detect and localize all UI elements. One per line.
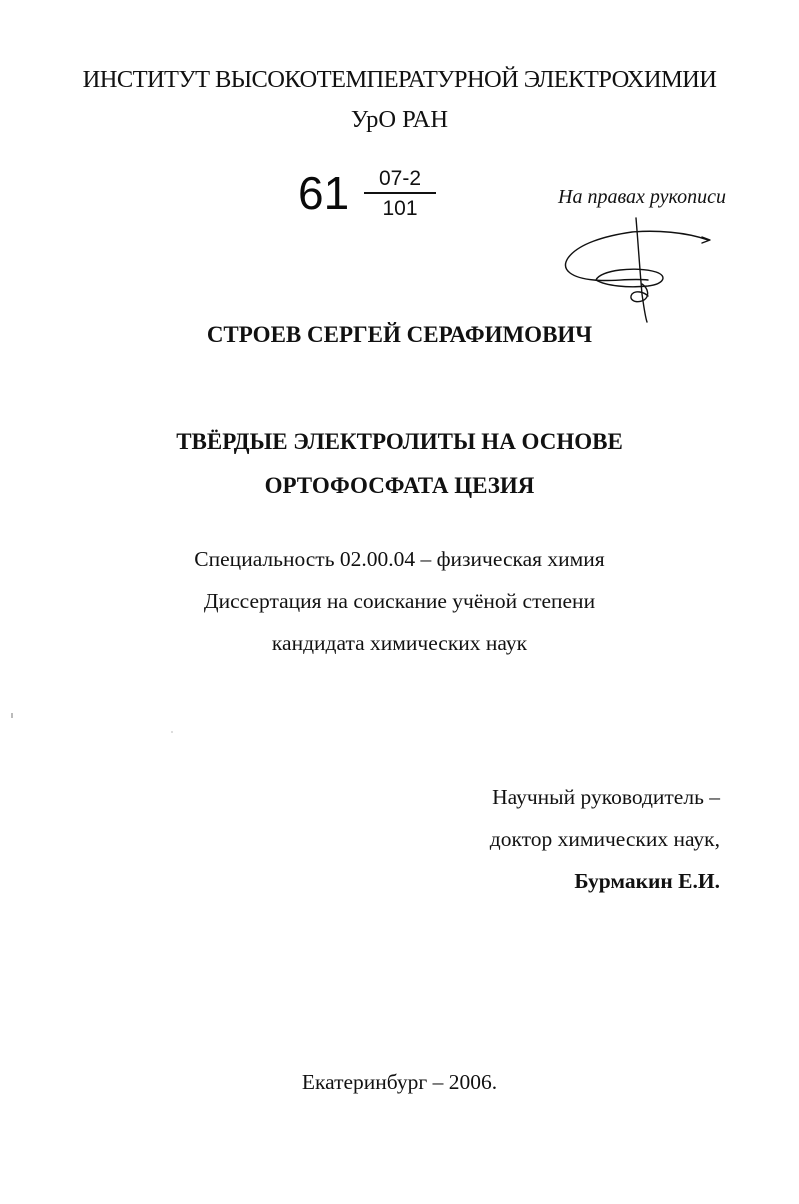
manuscript-note: На правах рукописи bbox=[558, 186, 726, 208]
catalog-code-denominator: 101 bbox=[382, 197, 418, 220]
specialty-line: Специальность 02.00.04 – физическая химия bbox=[194, 547, 605, 571]
dissertation-title-line-1: ТВЁРДЫЕ ЭЛЕКТРОЛИТЫ НА ОСНОВЕ bbox=[176, 429, 623, 454]
advisor-degree: доктор химических наук, bbox=[489, 827, 720, 851]
institute-branch: УрО РАН bbox=[350, 106, 449, 133]
scan-speck bbox=[11, 713, 13, 718]
scan-speck bbox=[171, 731, 173, 733]
catalog-code-fraction bbox=[364, 168, 436, 219]
author-name: СТРОЕВ СЕРГЕЙ СЕРАФИМОВИЧ bbox=[206, 322, 593, 347]
signature-icon bbox=[556, 212, 736, 332]
catalog-code-main: 61 bbox=[298, 167, 350, 219]
advisor-name: Бурмакин Е.И. bbox=[574, 869, 720, 893]
degree-line: кандидата химических наук bbox=[271, 631, 528, 655]
city-year: Екатеринбург – 2006. bbox=[301, 1070, 498, 1094]
dissertation-title-line-2: ОРТОФОСФАТА ЦЕЗИЯ bbox=[264, 473, 535, 498]
catalog-code-numerator: 07-2 bbox=[364, 168, 436, 194]
dissertation-purpose-line: Диссертация на соискание учёной степени bbox=[203, 589, 596, 613]
advisor-label: Научный руководитель – bbox=[492, 785, 720, 809]
institute-name: ИНСТИТУТ ВЫСОКОТЕМПЕРАТУРНОЙ ЭЛЕКТРОХИМИИ bbox=[82, 66, 717, 93]
